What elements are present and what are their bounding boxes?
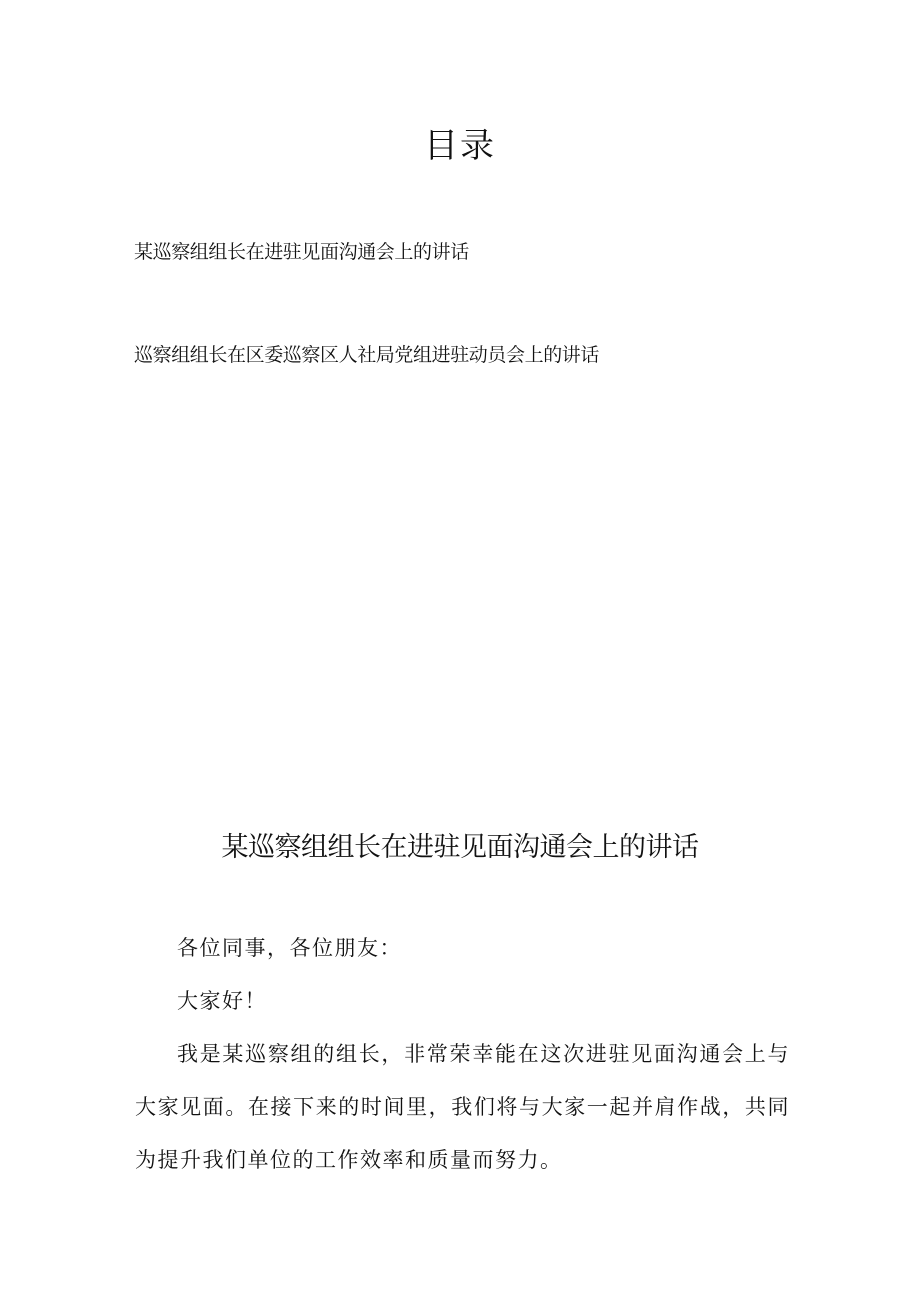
intro-paragraph: 我是某巡察组的组长，非常荣幸能在这次进驻见面沟通会上与大家见面。在接下来的时间里，我们将与大家一起并肩作战，共同为提升我们单位的工作效率和质量而努力。 [135,1042,790,1172]
greeting-paragraph: 各位同事，各位朋友： [177,936,402,960]
toc-item-1[interactable]: 某巡察组组长在进驻见面沟通会上的讲话 [134,241,469,263]
document-title: 某巡察组组长在进驻见面沟通会上的讲话 [221,832,699,863]
document-body [135,922,790,1187]
toc-title: 目录 [424,126,496,166]
toc-item-2[interactable]: 巡察组组长在区委巡察区人社局党组进驻动员会上的讲话 [134,344,600,366]
hello-paragraph: 大家好！ [177,989,267,1013]
